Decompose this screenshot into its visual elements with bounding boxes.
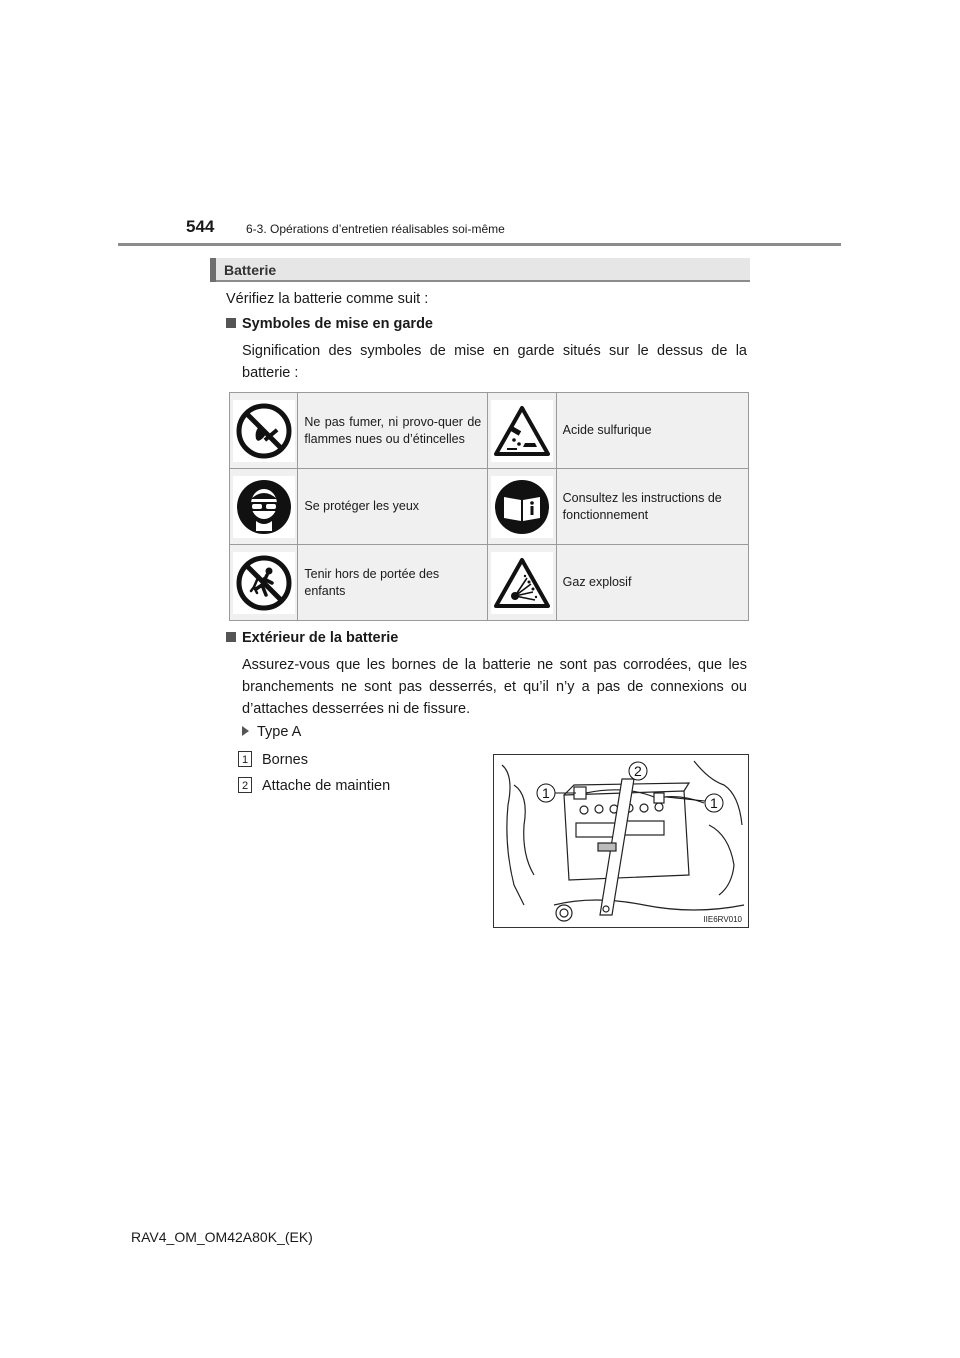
square-bullet-icon — [226, 318, 236, 328]
symbol-label: Consultez les instructions de fonctionnement — [556, 469, 748, 545]
callout-item — [238, 777, 390, 794]
section-title-bar — [210, 258, 750, 282]
battery-exterior-text: Assurez-vous que les bornes de la batterie ne sont pas corrodées, que les branchements ne sont pas desserrés, et qu’il n’y a pas de connexions ou d’attaches desserrées ni de fissure. — [242, 657, 747, 717]
table-row — [230, 469, 749, 545]
type-label-text: Type A — [257, 724, 302, 740]
section-bar-accent — [210, 258, 216, 282]
svg-text:2: 2 — [634, 763, 642, 779]
svg-text:1: 1 — [710, 795, 718, 811]
read-instructions-icon — [491, 476, 553, 538]
illustration-code: IIE6RV010 — [703, 915, 742, 924]
symbol-label: Acide sulfurique — [556, 393, 748, 469]
battery-drawing — [494, 755, 748, 927]
callout-item — [238, 751, 308, 768]
section-intro: Vérifiez la batterie comme suit : — [226, 291, 429, 307]
square-bullet-icon — [226, 632, 236, 642]
warning-symbols-table — [229, 392, 749, 621]
header-rule — [118, 243, 841, 246]
symbol-label: Se protéger les yeux — [298, 469, 488, 545]
battery-exterior-heading-text: Extérieur de la batterie — [242, 630, 399, 646]
battery-illustration — [493, 754, 749, 928]
callout-number: 1 — [238, 751, 252, 767]
explosive-gas-icon — [491, 552, 553, 614]
chapter-title: 6-3. Opérations d’entretien réalisables soi-même — [246, 222, 505, 236]
callout-label: Bornes — [262, 752, 308, 768]
warning-symbols-heading — [226, 316, 433, 332]
symbol-label: Tenir hors de portée des enfants — [298, 545, 488, 621]
sulfuric-acid-icon — [491, 400, 553, 462]
svg-text:1: 1 — [542, 785, 550, 801]
no-smoking-no-flames-icon — [233, 400, 295, 462]
callout-number: 2 — [238, 777, 252, 793]
warning-symbols-text: Signification des symboles de mise en garde situés sur le dessus de la batterie : — [242, 343, 747, 381]
triangle-bullet-icon — [242, 726, 249, 736]
symbol-label: Ne pas fumer, ni provo-quer de flammes nues ou d’étincelles — [298, 393, 488, 469]
warning-symbols-heading-text: Symboles de mise en garde — [242, 316, 433, 332]
footer-model-code: RAV4_OM_OM42A80K_(EK) — [131, 1229, 313, 1245]
section-title: Batterie — [224, 262, 277, 278]
type-label — [242, 724, 301, 740]
symbol-label: Gaz explosif — [556, 545, 748, 621]
battery-exterior-heading — [226, 630, 398, 646]
eye-protection-icon — [233, 476, 295, 538]
table-row — [230, 393, 749, 469]
table-row — [230, 545, 749, 621]
page-number: 544 — [186, 217, 215, 236]
callout-label: Attache de maintien — [262, 778, 391, 794]
keep-away-from-children-icon — [233, 552, 295, 614]
